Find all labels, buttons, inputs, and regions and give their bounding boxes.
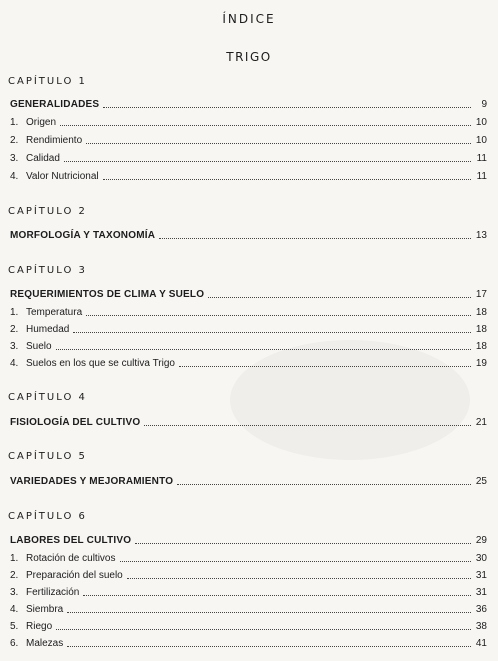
item-number: 5. [10,621,19,632]
toc-item [10,619,487,633]
chapter-6-heading [10,533,487,547]
page-number: 41 [475,638,487,649]
item-label: Suelos en los que se cultiva Trigo [26,358,175,369]
chapter-5-heading [10,474,487,488]
page-number: 21 [475,417,487,428]
item-label: Valor Nutricional [26,171,99,182]
heading-label: GENERALIDADES [10,99,100,110]
item-number: 4. [10,171,19,182]
leader-dots [86,314,471,316]
leader-dots [56,348,471,350]
leader-dots [86,142,471,144]
chapter-4-heading [10,415,487,429]
page-number: 10 [475,135,487,146]
page-number: 31 [475,587,487,598]
page-number: 9 [481,99,487,110]
item-label: Humedad [26,324,70,335]
chapter-2-label: CAPÍTULO 2 [8,206,87,217]
page-number: 18 [475,324,487,335]
page-number: 18 [475,307,487,318]
leader-dots [135,542,471,544]
page-number: 30 [475,553,487,564]
item-label: Malezas [26,638,64,649]
chapter-1-heading [10,97,487,111]
item-label: Fertilización [26,587,80,598]
item-number: 6. [10,638,19,649]
page-number: 17 [475,289,487,300]
item-label: Temperatura [26,307,83,318]
page-number: 10 [475,117,487,128]
item-number: 2. [10,570,19,581]
chapter-4-label: CAPÍTULO 4 [8,392,87,403]
item-number: 1. [10,553,19,564]
item-number: 2. [10,135,19,146]
toc-item [10,636,487,650]
leader-dots [159,237,471,239]
item-label: Suelo [26,341,52,352]
heading-label: FISIOLOGÍA DEL CULTIVO [10,417,141,428]
toc-item [10,115,487,129]
heading-label: MORFOLOGÍA Y TAXONOMÍA [10,230,156,241]
item-number: 3. [10,341,19,352]
page-number: 31 [475,570,487,581]
leader-dots [127,577,471,579]
item-number: 3. [10,153,19,164]
item-label: Origen [26,117,57,128]
toc-item [10,602,487,616]
page-number: 11 [476,171,487,182]
chapter-3-heading [10,287,487,301]
item-label: Rotación de cultivos [26,553,116,564]
heading-label: LABORES DEL CULTIVO [10,535,132,546]
item-number: 3. [10,587,19,598]
page-number: 19 [475,358,487,369]
leader-dots [83,594,471,596]
toc-item [10,585,487,599]
chapter-3-label: CAPÍTULO 3 [8,265,87,276]
item-number: 4. [10,358,19,369]
toc-item [10,133,487,147]
chapter-1-label: CAPÍTULO 1 [8,76,87,87]
leader-dots [208,296,471,298]
leader-dots [103,106,471,108]
item-label: Preparación del suelo [26,570,123,581]
chapter-5-label: CAPÍTULO 5 [8,451,87,462]
item-label: Calidad [26,153,60,164]
item-number: 1. [10,307,19,318]
leader-dots [73,331,471,333]
leader-dots [67,645,471,647]
toc-item [10,305,487,319]
page-number: 36 [475,604,487,615]
item-label: Siembra [26,604,64,615]
toc-item [10,551,487,565]
leader-dots [56,628,471,630]
page-number: 13 [475,230,487,241]
item-number: 4. [10,604,19,615]
leader-dots [103,178,471,180]
page-number: 11 [476,153,487,164]
toc-item [10,151,487,165]
toc-item [10,339,487,353]
leader-dots [120,560,472,562]
leader-dots [179,365,471,367]
toc-item [10,169,487,183]
leader-dots [177,483,471,485]
page-number: 25 [475,476,487,487]
chapter-2-heading [10,228,487,242]
toc-item [10,356,487,370]
page-title: ÍNDICE [222,12,276,26]
item-label: Rendimiento [26,135,83,146]
page-number: 18 [475,341,487,352]
leader-dots [67,611,471,613]
chapter-6-label: CAPÍTULO 6 [8,511,87,522]
page-number: 38 [475,621,487,632]
page-subtitle: TRIGO [226,50,272,64]
page-number: 29 [475,535,487,546]
leader-dots [144,424,471,426]
leader-dots [64,160,471,162]
heading-label: REQUERIMIENTOS DE CLIMA Y SUELO [10,289,205,300]
heading-label: VARIEDADES Y MEJORAMIENTO [10,476,174,487]
item-label: Riego [26,621,53,632]
toc-item [10,322,487,336]
item-number: 1. [10,117,19,128]
leader-dots [60,124,471,126]
toc-item [10,568,487,582]
item-number: 2. [10,324,19,335]
